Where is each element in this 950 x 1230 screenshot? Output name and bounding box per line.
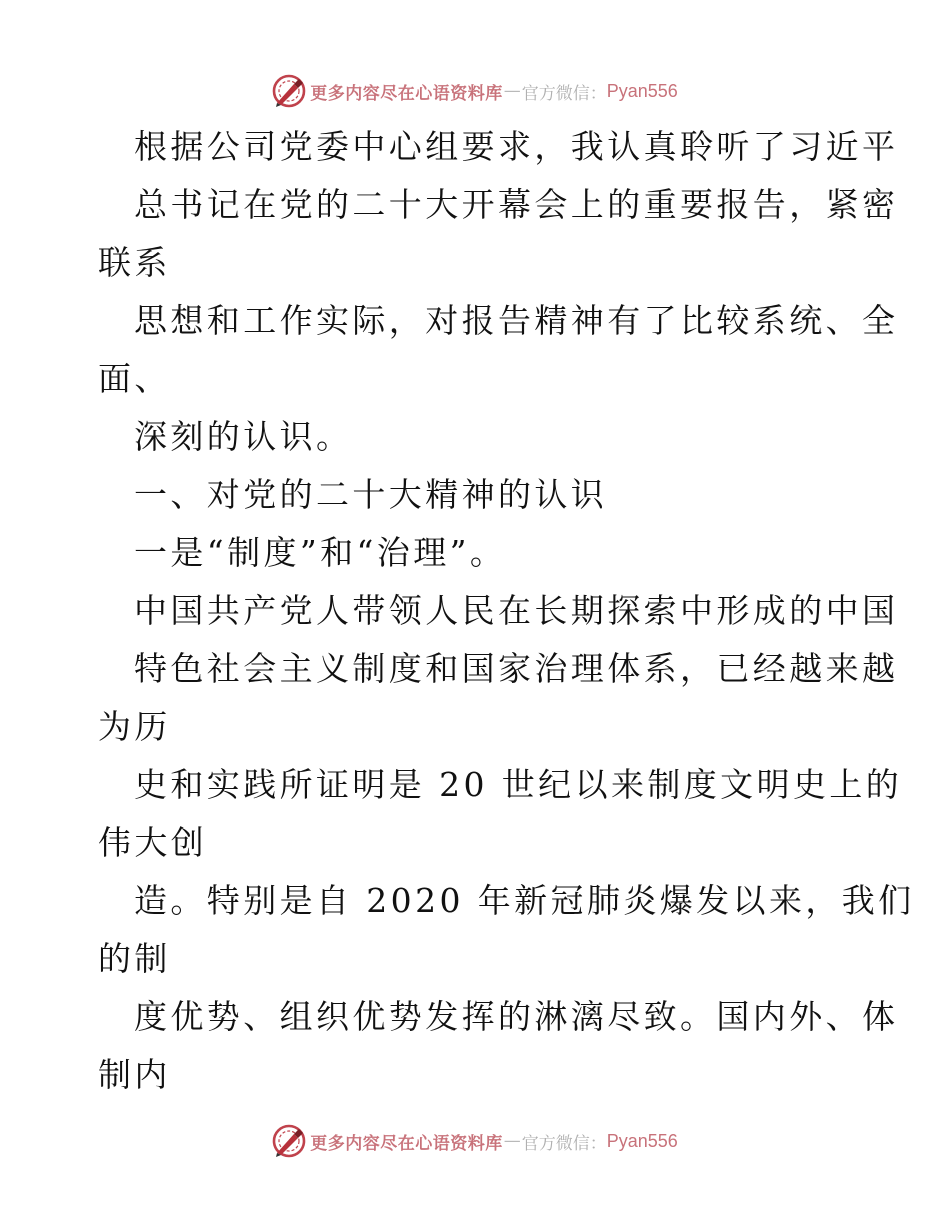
paragraph-line: 造。特别是自 2020 年新冠肺炎爆发以来，我们: [134, 881, 915, 920]
banner-dash: —: [503, 81, 521, 101]
banner-wechat-handle: Pyan556: [606, 1130, 678, 1151]
paragraph-line: 面、: [98, 359, 171, 398]
banner-official-text: 官方微信：: [521, 83, 607, 104]
banner-dash: —: [503, 1131, 521, 1151]
paragraph-line: 制内: [98, 1055, 171, 1094]
footer-watermark-banner: [0, 1121, 950, 1161]
pen-logo-icon: [272, 1124, 306, 1158]
paragraph-line: 中国共产党人带领人民在长期探索中形成的中国: [134, 591, 899, 630]
header-watermark-banner: [0, 71, 950, 111]
paragraph-line: 根据公司党委中心组要求，我认真聆听了习近平: [134, 127, 899, 166]
subsection-heading: 一是“制度”和“治理”。: [134, 533, 507, 572]
paragraph-line: 思想和工作实际，对报告精神有了比较系统、全: [134, 301, 899, 340]
paragraph-line: 特色社会主义制度和国家治理体系，已经越来越: [134, 649, 899, 688]
paragraph-line: 史和实践所证明是 20 世纪以来制度文明史上的: [134, 765, 903, 804]
banner-main-text: 更多内容尽在心语资料库: [310, 1133, 503, 1154]
paragraph-line: 为历: [98, 707, 171, 746]
banner-main-text: 更多内容尽在心语资料库: [310, 83, 503, 104]
section-heading: 一、对党的二十大精神的认识: [134, 475, 608, 514]
paragraph-line: 度优势、组织优势发挥的淋漓尽致。国内外、体: [134, 997, 899, 1036]
paragraph-line: 深刻的认识。: [134, 417, 353, 456]
pen-logo-icon: [272, 74, 306, 108]
paragraph-line: 联系: [98, 243, 171, 282]
paragraph-line: 伟大创: [98, 823, 208, 862]
banner-wechat-handle: Pyan556: [606, 80, 678, 101]
paragraph-line: 的制: [98, 939, 171, 978]
banner-official-text: 官方微信：: [521, 1133, 607, 1154]
paragraph-line: 总书记在党的二十大开幕会上的重要报告，紧密: [134, 185, 899, 224]
